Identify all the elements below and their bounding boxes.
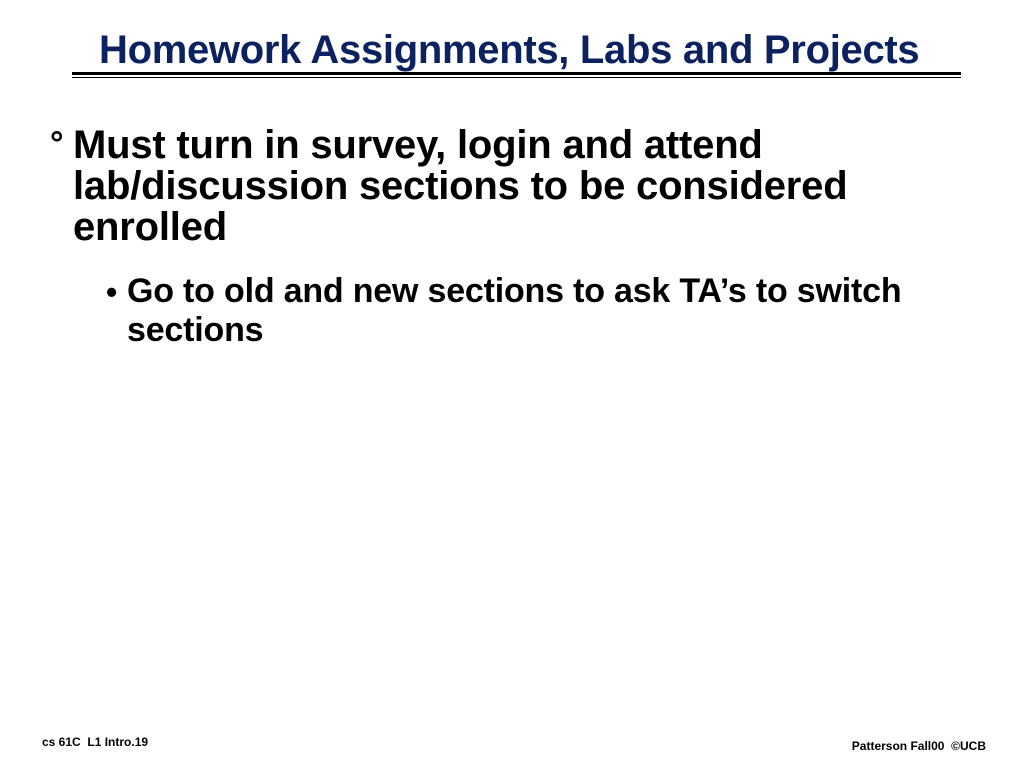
slide-title: Homework Assignments, Labs and Projects	[99, 28, 920, 72]
title-underline-thin	[72, 77, 961, 78]
footer-course-label: cs 61C L1 Intro.19	[42, 735, 149, 749]
bullet-marker-level1: °	[50, 125, 64, 163]
bullet-text-level1: Must turn in survey, login and attend lab/discussion sections to be considered enrolled	[73, 123, 848, 249]
footer-copyright: Patterson Fall00 ©UCB	[851, 739, 986, 753]
title-underline-thick	[72, 72, 961, 75]
bullet-text-level2: Go to old and new sections to ask TA’s to switch sections	[127, 272, 902, 349]
bullet-marker-level2: •	[106, 274, 118, 310]
